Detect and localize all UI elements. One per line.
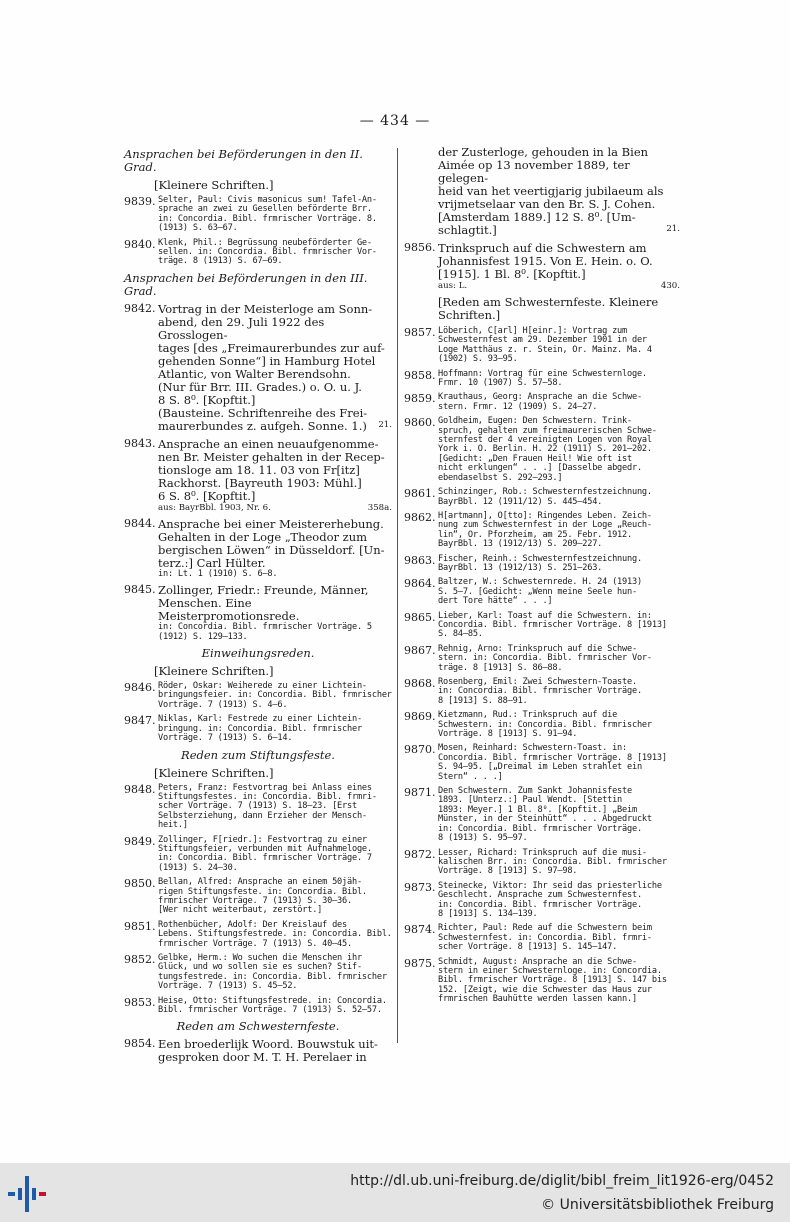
entry-line: tungsfestrede. in: Concordia. Bibl. frmrischer bbox=[158, 971, 387, 982]
entry-line: BayrBbl. 13 (1912/13) S. 209—227. bbox=[438, 539, 603, 550]
entry-number: 9861. bbox=[404, 487, 436, 501]
entry-line: BayrBbl. 12 (1911/12) S. 445—454. bbox=[438, 496, 603, 507]
entry-line: träge. 8 (1913) S. 67—69. bbox=[158, 256, 283, 267]
entry-line: rigen Stiftungsfeste. in: Concordia. Bibl. bbox=[158, 886, 367, 897]
entry-line: ebendaselbst S. 292—293.] bbox=[438, 472, 563, 483]
entry-9871 bbox=[404, 787, 680, 843]
entry-number: 9845. bbox=[124, 583, 156, 597]
entry-line: Peters, Franz: Festvortrag bei Anlass eines bbox=[158, 782, 372, 793]
column-divider bbox=[397, 148, 398, 1043]
entry-9850 bbox=[124, 878, 392, 916]
entry-line: 6 S. 8⁰. [Kopftit.] bbox=[158, 488, 256, 503]
entry-9848 bbox=[124, 784, 392, 831]
entry-line: Rosenberg, Emil: Zwei Schwestern-Toaste. bbox=[438, 677, 637, 687]
entry-line: BayrBbl. 13 (1912/13) S. 251—263. bbox=[438, 562, 603, 573]
entry-line: Baltzer, W.: Schwesternrede. H. 24 (1913) bbox=[438, 577, 642, 588]
entry-line: Geschlecht. Ansprache zum Schwesternfest. bbox=[438, 890, 642, 901]
entry-number: 9869. bbox=[404, 710, 436, 724]
section-subheading: [Kleinere Schriften.] bbox=[154, 178, 274, 192]
entry-line: Schmidt, August: Ansprache an die Schwe- bbox=[438, 956, 637, 967]
entry-9863 bbox=[404, 555, 680, 574]
entry-line: in: Concordia. Bibl. frmrischer Vorträge. bbox=[438, 899, 642, 910]
entry-ref: 430. bbox=[660, 281, 680, 291]
entry-number: 9854. bbox=[124, 1037, 156, 1051]
entry-line: Röder, Oskar: Weiherede zu einer Lichtein- bbox=[158, 681, 367, 692]
entry-line: Glück, und wo sollen sie es suchen? Stif- bbox=[158, 962, 362, 973]
entry-line: Trinkspruch auf die Schwestern am bbox=[438, 241, 647, 255]
entry-line: 8 S. 8⁰. [Kopftit.] bbox=[158, 392, 256, 407]
section-heading: Reden am Schwesternfeste. bbox=[176, 1019, 340, 1034]
entry-line: Concordia. Bibl. frmrischer Vorträge. 8 [1913] bbox=[438, 619, 667, 630]
library-logo-icon bbox=[8, 1176, 46, 1212]
entry-9853 bbox=[124, 997, 392, 1016]
entry-line: Schinzinger, Rob.: Schwesternfestzeichnung. bbox=[438, 487, 652, 498]
entry-line: nen Br. Meister gehalten in der Recep- bbox=[158, 449, 385, 464]
entry-line: Schwestern. in: Concordia. Bibl. frmrischer bbox=[438, 719, 652, 730]
section-heading: Ansprachen bei Beförderungen in den II. Grad. bbox=[124, 147, 363, 174]
entry-line: Bibl. frmrischer Vorträge. 7 (1913) S. 52—57. bbox=[158, 1005, 382, 1016]
entry-line: (Nur für Brr. III. Grades.) o. O. u. J. bbox=[158, 379, 362, 394]
entry-9861 bbox=[404, 488, 680, 507]
entry-line: (1902) S. 93—95. bbox=[438, 354, 518, 365]
entry-9867 bbox=[404, 645, 680, 673]
entry-line: Bellan, Alfred: Ansprache an einem 50jäh- bbox=[158, 877, 362, 888]
entry-number: 9848. bbox=[124, 782, 156, 796]
entry-number: 9844. bbox=[124, 516, 156, 530]
entry-line: 1893. [Unterz.:] Paul Wendt. [Stettin bbox=[438, 795, 623, 806]
entry-line: Bibl. frmrischer Vorträge. 8 [1913] S. 147 bis bbox=[438, 975, 667, 986]
entry-number: 9846. bbox=[124, 681, 156, 695]
entry-line: abend, den 29. Juli 1922 des Grosslogen- bbox=[158, 314, 325, 342]
entry-line: Ansprache bei einer Meistererhebung. bbox=[158, 516, 384, 531]
entry-number: 9858. bbox=[404, 368, 436, 382]
entry-9840 bbox=[124, 239, 392, 267]
entry-9860 bbox=[404, 417, 680, 483]
entry-line: frmrischen Bauhütte werden lassen kann.] bbox=[438, 994, 637, 1005]
entry-line: Menschen. Eine Meisterpromotionsrede. bbox=[158, 596, 300, 624]
copyright-notice: © Universitätsbibliothek Freiburg bbox=[541, 1197, 774, 1213]
entry-line: aus: L. bbox=[438, 281, 468, 291]
entry-line: Lebens. Stiftungsfestrede. in: Concordia. Bibl. bbox=[158, 929, 392, 940]
entry-line: stern. in: Concordia. Bibl. frmrischer Vor- bbox=[438, 653, 652, 664]
entry-line: Ansprache an einen neuaufgenomme- bbox=[158, 436, 379, 451]
entry-line: Stiftungsfestes. in: Concordia. Bibl. frmri- bbox=[158, 791, 377, 802]
right-column bbox=[404, 146, 680, 1010]
entry-line: scher Vorträge. 8 [1913] S. 145—147. bbox=[438, 942, 618, 953]
entry-line: tages [des „Freimaurerbundes zur auf- bbox=[158, 340, 385, 355]
entry-number: 9850. bbox=[124, 877, 156, 891]
entry-line: Johannisfest 1915. Von E. Hein. o. O. bbox=[438, 254, 653, 268]
entry-line: Stern“ . . .] bbox=[438, 771, 503, 782]
entry-line: Gelbke, Herm.: Wo suchen die Menschen ihr bbox=[158, 953, 362, 963]
entry-9859 bbox=[404, 393, 680, 412]
entry-number: 9849. bbox=[124, 834, 156, 848]
entry-line: Stiftungsfeier, verbunden mit Aufnahmeloge. bbox=[158, 843, 372, 854]
entry-line: 152. [Zeigt, wie die Schwester das Haus zur bbox=[438, 984, 652, 995]
entry-line: Zollinger, Friedr.: Freunde, Männer, bbox=[158, 583, 369, 598]
entry-line: [Amsterdam 1889.] 12 S. 8⁰. [Um- bbox=[438, 210, 636, 224]
entry-number: 9867. bbox=[404, 643, 436, 657]
entry-9842 bbox=[124, 303, 392, 433]
section-heading: Ansprachen bei Beförderungen in den III. Grad. bbox=[124, 270, 368, 298]
entry-line: (1913) S. 24—30. bbox=[158, 862, 238, 873]
entry-line: Een broederlijk Woord. Bouwstuk uit- bbox=[158, 1037, 378, 1052]
entry-9854 bbox=[124, 1038, 392, 1064]
entry-number: 9863. bbox=[404, 553, 436, 567]
entry-number: 9853. bbox=[124, 995, 156, 1009]
entry-line: (1912) S. 129—133. bbox=[158, 631, 248, 642]
entry-9839 bbox=[124, 196, 392, 234]
entry-9854-continued bbox=[404, 146, 680, 237]
entry-line: terz.:] Carl Hülter. bbox=[158, 555, 266, 570]
section-subheading: [Kleinere Schriften.] bbox=[154, 664, 274, 679]
entry-line: Goldheim, Eugen: Den Schwestern. Trink- bbox=[438, 416, 632, 427]
entry-line: Den Schwestern. Zum Sankt Johannisfeste bbox=[438, 786, 632, 797]
entry-line: bringung. in: Concordia. Bibl. frmrischer bbox=[158, 723, 362, 734]
entry-number: 9870. bbox=[404, 743, 436, 757]
entry-number: 9847. bbox=[124, 714, 156, 728]
entry-9864 bbox=[404, 578, 680, 606]
entry-9851 bbox=[124, 921, 392, 949]
entry-9843 bbox=[124, 438, 392, 513]
entry-line: heit.] bbox=[158, 820, 188, 831]
entry-9844 bbox=[124, 518, 392, 579]
entry-line: Heise, Otto: Stiftungsfestrede. in: Concordia. bbox=[158, 995, 387, 1006]
entry-line: Rothenbücher, Adolf: Der Kreislauf des bbox=[158, 919, 348, 930]
entry-line: tionsloge am 18. 11. 03 von Fr[itz] bbox=[158, 462, 360, 477]
entry-ref: 358a. bbox=[367, 502, 392, 513]
entry-line: der Zusterloge, gehouden in la Bien bbox=[438, 145, 649, 159]
entry-9845 bbox=[124, 584, 392, 642]
entry-9873 bbox=[404, 882, 680, 920]
section-subheading bbox=[404, 296, 680, 322]
entry-9870 bbox=[404, 744, 680, 782]
entry-line: Atlantic, von Walter Berendsohn. bbox=[158, 366, 351, 381]
entry-line: Krauthaus, Georg: Ansprache an die Schwe- bbox=[438, 392, 642, 403]
section-subheading: [Kleinere Schriften.] bbox=[154, 765, 274, 780]
entry-number: 9872. bbox=[404, 847, 436, 861]
entry-line: in: Concordia. Bibl. frmrischer Vorträge. bbox=[438, 823, 642, 834]
entry-line: 8 [1913] S. 88—91. bbox=[438, 695, 528, 706]
entry-number: 9862. bbox=[404, 510, 436, 524]
entry-line: H[artmann], O[tto]: Ringendes Leben. Zeich- bbox=[438, 510, 652, 521]
entry-9874 bbox=[404, 924, 680, 952]
entry-line: Vorträge. 8 [1913] S. 91—94. bbox=[438, 729, 578, 740]
entry-number: 9859. bbox=[404, 392, 436, 406]
entry-number: 9840. bbox=[124, 237, 156, 251]
entry-line: Rackhorst. [Bayreuth 1903: Mühl.] bbox=[158, 475, 362, 490]
entry-line: Schwesternfest am 29. Dezember 1901 in der bbox=[438, 335, 647, 346]
entry-line: schlagtit.] bbox=[438, 223, 497, 237]
entry-line: Concordia. Bibl. frmrischer Vorträge. 8 [1913] bbox=[438, 752, 667, 763]
entry-line: Vorträge. 7 (1913) S. 6—14. bbox=[158, 733, 293, 744]
entry-line: Selter, Paul: Civis masonicus sum! Tafel-An- bbox=[158, 195, 377, 205]
entry-line: Klenk, Phil.: Begrüssung neubeförderter Ge- bbox=[158, 237, 372, 248]
entry-line: Loge Matthäus z. r. Stein, Or. Mainz. Ma. 4 bbox=[438, 344, 652, 355]
entry-9865 bbox=[404, 612, 680, 640]
entry-line: Löberich, C[arl] H[einr.]: Vortrag zum bbox=[438, 326, 628, 336]
entry-line: Niklas, Karl: Festrede zu einer Lichtein- bbox=[158, 714, 362, 725]
entry-number: 9868. bbox=[404, 677, 436, 690]
entry-number: 9857. bbox=[404, 326, 436, 339]
entry-number: 9875. bbox=[404, 956, 436, 970]
entry-line: 1893: Meyer.] 1 Bl. 8⁰. [Kopftit.] „Beim bbox=[438, 804, 637, 815]
entry-number: 9839. bbox=[124, 195, 156, 208]
entry-line: aus: BayrBbl. 1903, Nr. 6. bbox=[158, 502, 271, 513]
entry-line: Lesser, Richard: Trinkspruch auf die musi- bbox=[438, 847, 647, 858]
entry-number: 9864. bbox=[404, 577, 436, 591]
entry-line: 8 [1913] S. 134—139. bbox=[438, 908, 538, 919]
entry-line: Vorträge. 7 (1913) S. 4—6. bbox=[158, 699, 288, 710]
entry-line: in: Concordia. Bibl. frmrischer Vorträge. 7 bbox=[158, 853, 372, 864]
entry-line: York i. O. Berlin. H. 22 (1911) S. 201—202. bbox=[438, 444, 652, 455]
entry-line: in: Concordia. Bibl. frmrischer Vorträge. bbox=[438, 686, 642, 697]
entry-line: Richter, Paul: Rede auf die Schwestern beim bbox=[438, 923, 652, 934]
entry-line: S. 94—95. [„Dreimal im Leben strahlet ein bbox=[438, 762, 642, 773]
entry-line: frmrischer Vorträge. 7 (1913) S. 40—45. bbox=[158, 938, 352, 949]
subheading-line: [Reden am Schwesternfeste. Kleinere bbox=[438, 295, 659, 309]
entry-line: Gehalten in der Loge „Theodor zum bbox=[158, 529, 368, 544]
entry-9869 bbox=[404, 711, 680, 739]
entry-line: Steinecke, Viktor: Ihr seid das priesterliche bbox=[438, 880, 662, 891]
entry-9856 bbox=[404, 242, 680, 291]
entry-line: Mosen, Reinhard: Schwestern-Toast. in: bbox=[438, 743, 628, 754]
entry-line: [Wer nicht weiterbaut, zerstört.] bbox=[158, 905, 323, 916]
entry-number: 9842. bbox=[124, 301, 156, 315]
entry-line: [1915]. 1 Bl. 8⁰. [Kopftit.] bbox=[438, 267, 586, 281]
section-heading: Reden zum Stiftungsfeste. bbox=[181, 747, 335, 762]
entry-line: Zollinger, F[riedr.]: Festvortrag zu einer bbox=[158, 834, 367, 845]
entry-line: stern. Frmr. 12 (1909) S. 24—27. bbox=[438, 401, 598, 412]
entry-line: Schwesternfest. in: Concordia. Bibl. frmri- bbox=[438, 932, 652, 943]
entry-line: Kietzmann, Rud.: Trinkspruch auf die bbox=[438, 710, 618, 721]
entry-line: [Gedicht: „Den Frauen Heil! Wie oft ist bbox=[438, 453, 632, 464]
entry-line: bringungsfeier. in: Concordia. Bibl. frmrischer bbox=[158, 690, 392, 701]
entry-line: Vortrag in der Meisterloge am Sonn- bbox=[158, 301, 373, 316]
entry-line: (1913) S. 63—67. bbox=[158, 223, 238, 234]
entry-line: Rehnig, Arno: Trinkspruch auf die Schwe- bbox=[438, 643, 637, 654]
entry-9857 bbox=[404, 327, 680, 365]
subheading-line: Schriften.] bbox=[438, 308, 501, 322]
entry-line: S. 84—85. bbox=[438, 629, 483, 640]
entry-ref: 21. bbox=[378, 419, 392, 430]
footer-bar bbox=[0, 1163, 790, 1222]
entry-line: Lieber, Karl: Toast auf die Schwestern. in: bbox=[438, 610, 652, 621]
entry-line: 8 (1913) S. 95—97. bbox=[438, 833, 528, 844]
section-heading: Einweihungsreden. bbox=[201, 646, 315, 661]
entry-9849 bbox=[124, 836, 392, 874]
entry-line: gesproken door M. T. H. Perelaer in bbox=[158, 1050, 367, 1065]
entry-number: 9860. bbox=[404, 416, 436, 430]
entry-line: Vorträge. 8 [1913] S. 97—98. bbox=[438, 866, 578, 877]
entry-line: (Bausteine. Schriftenreihe des Frei- bbox=[158, 405, 368, 420]
page-number: — 434 — bbox=[359, 113, 431, 129]
entry-ref: 21. bbox=[666, 224, 680, 234]
entry-9872 bbox=[404, 849, 680, 877]
entry-line: Frmr. 10 (1907) S. 57—58. bbox=[438, 378, 563, 389]
entry-number: 9852. bbox=[124, 953, 156, 966]
entry-line: gehenden Sonne“] in Hamburg Hotel bbox=[158, 353, 376, 368]
entry-line: sternfest der 4 vereinigten Logen von Royal bbox=[438, 435, 652, 446]
entry-line: heid van het veertigjarig jubilaeum als bbox=[438, 184, 664, 198]
entry-line: vrijmetselaar van den Br. S. J. Cohen. bbox=[438, 197, 656, 211]
entry-9858 bbox=[404, 370, 680, 389]
entry-line: stern in einer Schwesternloge. in: Concordia. bbox=[438, 965, 662, 976]
entry-number: 9865. bbox=[404, 610, 436, 624]
entry-9846 bbox=[124, 682, 392, 710]
entry-line: in: Concordia. Bibl. frmrischer Vorträge. 8. bbox=[158, 213, 377, 224]
entry-9862 bbox=[404, 512, 680, 550]
entry-line: scher Vorträge. 7 (1913) S. 18—23. [Erst bbox=[158, 801, 357, 812]
entry-line: S. 5—7. [Gedicht: „Wenn meine Seele hun- bbox=[438, 586, 637, 597]
entry-line: kalischen Brr. in: Concordia. Bibl. frmrischer bbox=[438, 856, 667, 867]
entry-line: spruch, gehalten zum freimaurerischen Schwe- bbox=[438, 425, 657, 436]
entry-number: 9873. bbox=[404, 880, 436, 894]
entry-line: Vorträge. 7 (1913) S. 45—52. bbox=[158, 981, 298, 992]
entry-line: Fischer, Reinh.: Schwesternfestzeichnung. bbox=[438, 553, 642, 564]
entry-line: nicht erklungen“ . . .] [Dasselbe abgedr. bbox=[438, 463, 642, 474]
entry-number: 9851. bbox=[124, 919, 156, 933]
left-column bbox=[124, 146, 392, 1069]
entry-line: Aimée op 13 november 1889, ter gelegen- bbox=[438, 158, 630, 185]
entry-9847 bbox=[124, 715, 392, 743]
entry-number: 9874. bbox=[404, 923, 436, 937]
entry-line: sellen. in: Concordia. Bibl. frmrischer Vor- bbox=[158, 247, 377, 258]
entry-number: 9856. bbox=[404, 241, 436, 254]
entry-9868 bbox=[404, 678, 680, 706]
entry-line: lin“, Or. Pforzheim, am 25. Febr. 1912. bbox=[438, 529, 632, 540]
entry-line: in: Concordia. Bibl. frmrischer Vorträge. 5 bbox=[158, 622, 372, 633]
entry-line: dert Tore hätte“ . . .] bbox=[438, 596, 553, 607]
entry-line: Hoffmann: Vortrag für eine Schwesternloge. bbox=[438, 368, 647, 379]
entry-9875 bbox=[404, 958, 680, 1005]
entry-line: sprache an zwei zu Gesellen beförderte Brr. bbox=[158, 204, 372, 215]
entry-9852 bbox=[124, 954, 392, 992]
source-url[interactable]: http://dl.ub.uni-freiburg.de/diglit/bibl_freim_lit1926-erg/0452 bbox=[350, 1173, 774, 1189]
entry-number: 9843. bbox=[124, 436, 156, 450]
entry-line: frmrischer Vorträge. 7 (1913) S. 30—36. bbox=[158, 895, 352, 906]
entry-line: träge. 8 [1913] S. 86—88. bbox=[438, 662, 563, 673]
entry-number: 9871. bbox=[404, 786, 436, 800]
entry-line: maurerbundes z. aufgeh. Sonne. 1.) bbox=[158, 418, 367, 433]
entry-line: in: Lt. 1 (1910) S. 6—8. bbox=[158, 568, 278, 579]
entry-line: bergischen Löwen“ in Düsseldorf. [Un- bbox=[158, 542, 385, 557]
entry-line: Selbsterziehung, dann Erzieher der Mensch- bbox=[158, 810, 367, 821]
entry-line: Münster, in der Steinhütt“ . . . Abgedruckt bbox=[438, 814, 652, 825]
entry-line: nung zum Schwesternfest in der Loge „Reuch- bbox=[438, 520, 652, 531]
